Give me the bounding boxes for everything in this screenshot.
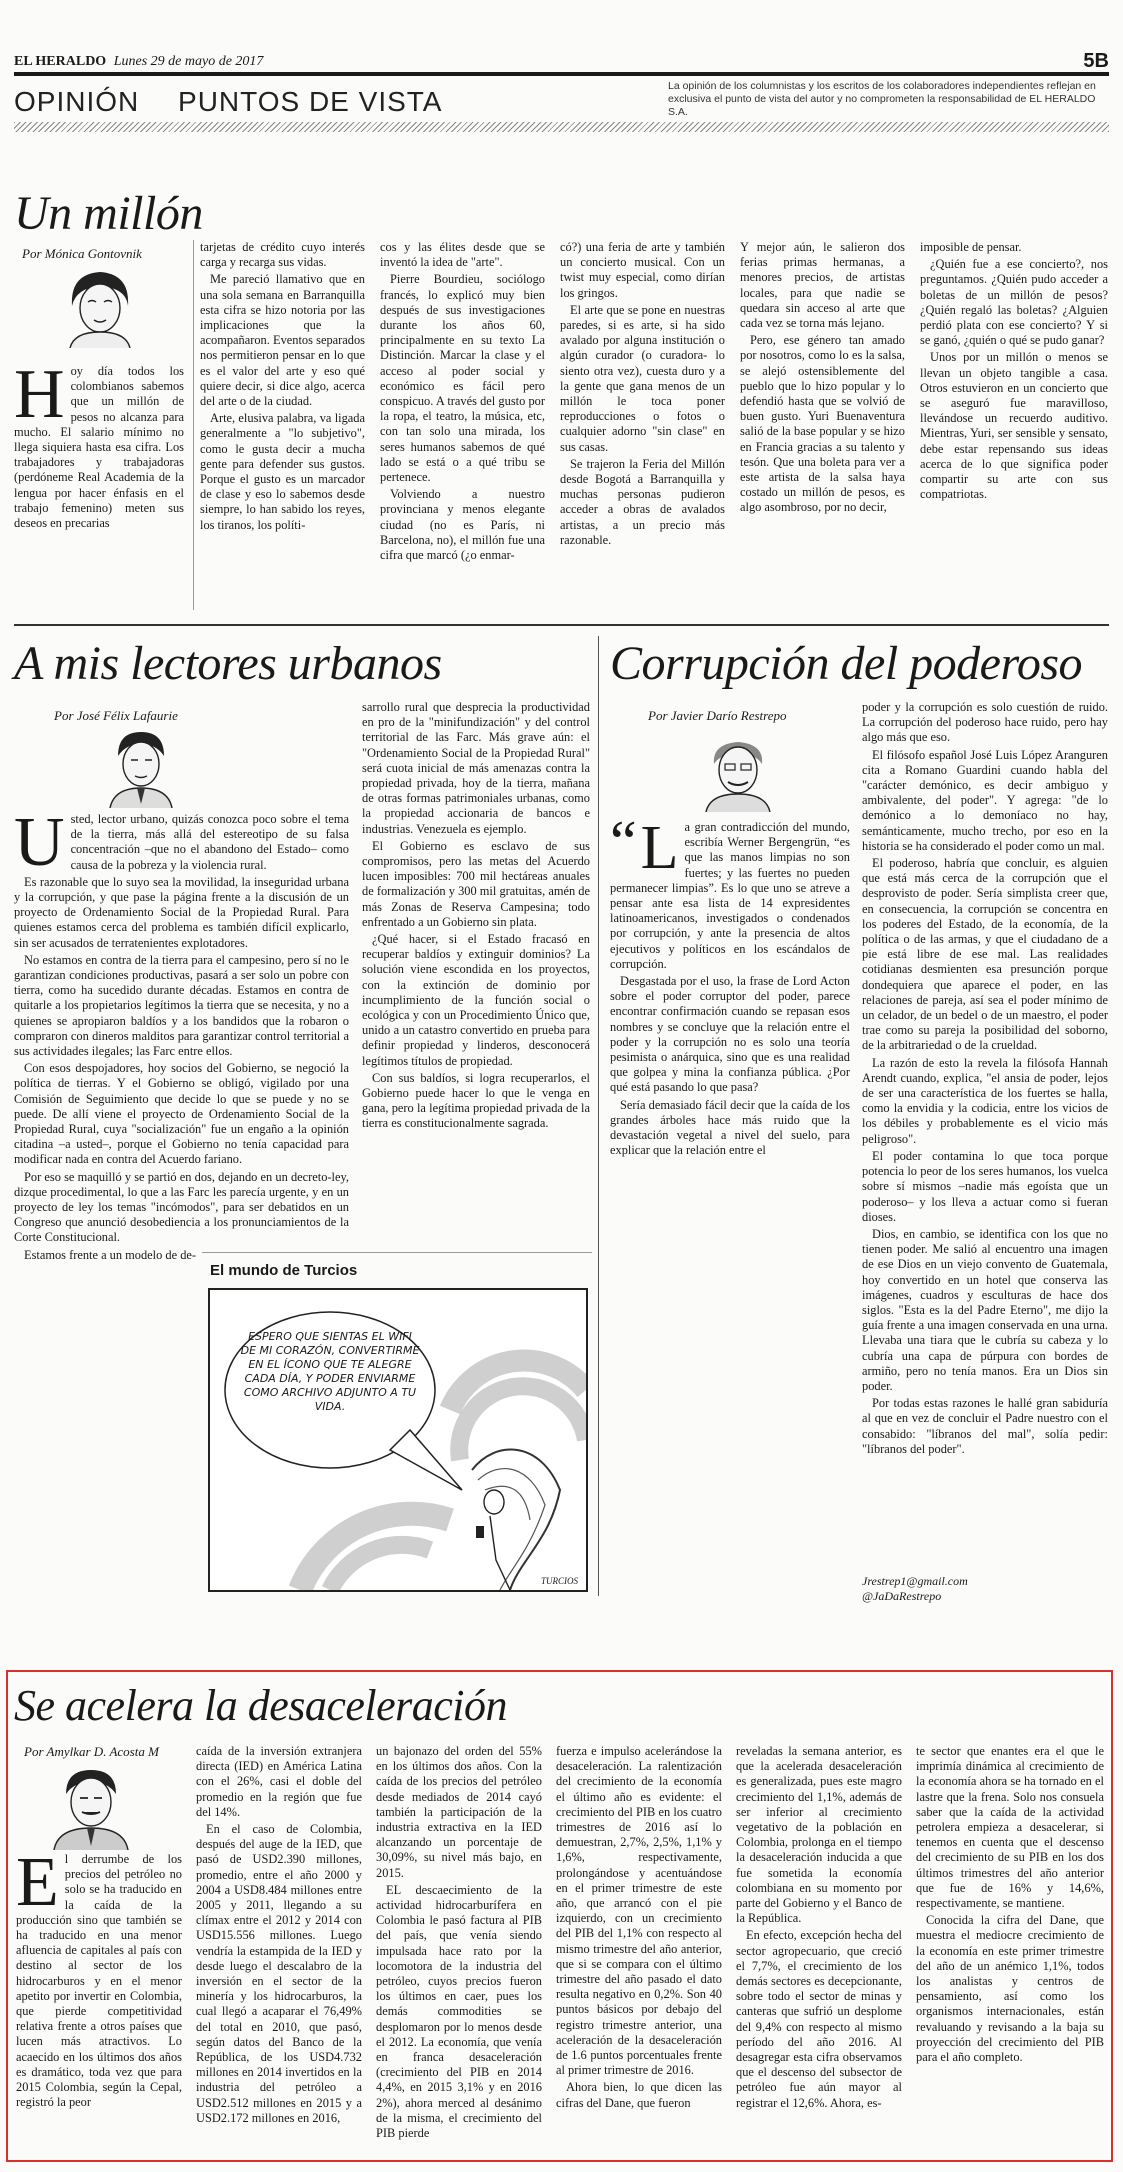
byline-desaceleracion: Por Amylkar D. Acosta M: [24, 1744, 159, 1759]
paragraph: oy día todos los colombianos sabemos que un millón de pesos no alcanza para mucho. El salario mínimo no llega siquiera hasta esa cifra. Los trabajadores y trabajadoras (perdóneme Real Academia de la lengua por hacer énfasis en el trabajo femenino) meten sus deseos en precarias: [14, 364, 184, 531]
twitter-handle: @JaDaRestrepo: [862, 1589, 942, 1603]
column-millon-6: [920, 240, 1108, 612]
paragraph: Arte, elusiva palabra, va ligada generalmente a "lo subjetivo", como le gusta decir a mucha gente para defender sus gustos. Porque el gusto es un marcador de clase y eso lo sabemos desde siempre, lo han sabido los reyes, los tiranos, los políti-: [200, 411, 365, 532]
paragraph: reveladas la semana anterior, es que la acelerada desaceleración es generalizada, pues este magro crecimiento del 1,1%, además de ser inferior al crecimiento vegetativo de la población en Colombia, prolonga en el tiempo la desaceleración inducida a que fue sometida la economía colombiana en su momento por parte del Gobierno y el Banco de la República.: [736, 1744, 902, 1926]
masthead: [14, 54, 263, 70]
paragraph: Desgastada por el uso, la frase de Lord Acton sobre el poder corruptor del poder, parece encontrar confirmación cuando se repasan esos nombres y se concluye que la relación entre el poder y la corrupción no es solo una teoría pesimista o anárquica, sino que es una realidad que golpea y mina la confianza pública. ¿Por qué está pasando lo que pasa?: [610, 974, 850, 1095]
paragraph: cos y las élites desde que se inventó la idea de "arte".: [380, 240, 545, 270]
column-corrupcion-1: [610, 820, 850, 1380]
comic-signature: TURCIOS: [540, 1576, 578, 1586]
section-hatch-divider: [14, 122, 1109, 132]
paragraph: Estamos frente a un modelo de de-: [24, 1247, 197, 1262]
paragraph: Pierre Bourdieu, sociólogo francés, lo explicó muy bien después de sus investigaciones durante los años 60, principalmente en su texto La Distinción. Marcar la clase y el acceso al poder social y económico es fácil pero conspicuo. A través del gusto por la ropa, el teatro, la música, etc, con tan solo una mirada, los seres humanos sabemos de qué lado se está o a qué tribu se pertenece.: [380, 272, 545, 485]
paragraph: Se trajeron la Feria del Millón desde Bogotá a Barranquilla y muchas personas pudieron acceder a obras de avalados artistas, a un precio más razonable.: [560, 456, 725, 547]
paragraph: Con sus baldíos, si logra recuperarlos, el Gobierno puede hacer lo que le venga en gana, pero la legítima propiedad privada de la tierra es constitucionalmente sagrada.: [362, 1070, 590, 1131]
article-title-millon: Un millón: [14, 187, 203, 240]
paragraph: ¿Qué hacer, si el Estado fracasó en recuperar baldíos y extinguir dominios? La solución viene escondida en los proyectos, con la extinción de dominio por incumplimiento de la función social o ecológica y con un Procedimiento Único que, unido a un catastro convertido en prueba para definir propiedad y linderos, desconocerá legítimos títulos de propiedad.: [362, 932, 590, 1068]
paragraph: Es razonable que lo suyo sea la movilidad, la inseguridad urbana y la corrupción, y que pase la página frente a la discusión de un proyecto de Ordenamiento Social de la Propiedad Rural. Para quienes estamos cerca del problema es también difícil explicarlo, sin ser acusados de terratenientes explotadores.: [14, 874, 349, 950]
column-millon-3: [380, 240, 545, 612]
section-name: OPINIÓN: [14, 86, 140, 117]
vertical-divider: [598, 636, 599, 1596]
column-desaceleracion-5: [736, 1744, 902, 2154]
disclaimer: La opinión de los columnistas y los escritos de los colaboradores independientes reflejan en exclusiva el punto de vista del autor y no comprometen la responsabilidad de EL HERALDO S.A.: [668, 80, 1096, 118]
author-portrait-gontovnik: [60, 266, 140, 348]
paragraph: El filósofo español José Luis López Aranguren cita a Romano Guardini cuando habla del "carácter demónico, es decir ambiguo y ambivalente, del poder". Y agrega: "de lo demónico a lo demoníaco no hay, semánticamente, mucho trecho, por eso en la historia se ha considerado el poder como un mal.: [862, 747, 1108, 853]
paragraph: EL descaecimiento de la actividad hidrocarburífera en Colombia le pasó factura al PIB del país, que venía siendo impulsada hace rato por la locomotora de la industria del petróleo, cuyos precios fueron los últimos en caer, pues los demás commodities se desplomaron por lo menos desde el 2012. La economía, que venía en franca desaceleración (crecimiento del PIB en 2014 4,4%, en 2015 3,1% y en 2016 2%), ahora merced al desánimo de la misma, el crecimiento del PIB pierde: [376, 1882, 542, 2141]
column-corrupcion-2: [862, 700, 1108, 1570]
paragraph: Me pareció llamativo que en una sola semana en Barranquilla esta cifra se hizo notoria por las implicaciones que la acompañaron. Eventos separados nos permitieron pensar en lo que es el valor del arte y eso qué quiere decir, si dice algo, acerca del arte o de la ciudad.: [200, 272, 365, 409]
author-portrait-restrepo: [698, 730, 778, 812]
paragraph: Unos por un millón o menos se llevan un objeto tangible a casa. Otros estuvieron en un concierto que se aseguró fue maravilloso, llevándose un recuerdo auditivo. Mientras, Yuri, ser sensible y sensato, debe estar repensando sus ideas acerca de lo que significa poder compartir su arte con sus compatriotas.: [920, 350, 1108, 502]
author-portrait-lafaurie: [104, 726, 178, 808]
paragraph: Conocida la cifra del Dane, que muestra el mediocre crecimiento de la economía en este primer trimestre del año de un anémico 1,1%, todos los analistas y centros de pensamiento, así como los organismos internacionales, están revaluando y revisando a la baja su proyección del crecimiento del PIB para el año completo.: [916, 1913, 1104, 2065]
paragraph: Por todas estas razones le hallé gran sabiduría al que en vez de concluir el Padre nuestro con el consabido: "líbranos del mal", solía pedir: "líbranos del poder".: [862, 1396, 1108, 1456]
paragraph: sted, lector urbano, quizás conozca poco sobre el tema de la tierra, más allá del estereotipo de su falsa concentración –que no el abandono del Estado– como causa de la pobreza y la violencia rural.: [70, 812, 349, 872]
paragraph: No estamos en contra de la tierra para el campesino, pero sí no le garantizan condiciones productivas, pasará a ser solo un pobre con tierra, como ha sucedido durante décadas. Estamos en contra de quitarle a los propietarios legítimos la tierra que se necesita, y no a quienes se apropiaron baldíos y a los bandidos que la robaron o compraron con dineros malditos para garantizar control territorial a sus actividades ilegales; las Farc entre ellos.: [14, 952, 349, 1059]
section-subname: PUNTOS DE VISTA: [178, 86, 443, 117]
paragraph: Dios, en cambio, se identifica con los que no tienen poder. Me salió al encuentro una imagen de ese Dios en un viejo convento de Guatemala, hoy convertido en un hotel que conserva las imágenes, cuadros y esculturas de hace dos siglos. "Esta es la del Padre Eterno", me dijo la guía frente a una imagen conservada en una urna. Llevaba una tiara que le cubría su cabeza y lo cubría una capa de púrpura con bordes de armiño, pero no tenía manos. Era un Dios sin poder.: [862, 1226, 1108, 1393]
byline-lectores: Por José Félix Lafaurie: [54, 708, 178, 723]
paragraph: a gran contradicción del mundo, escribía Werner Bergengrün, “es que las manos limpias no son fuertes; y las fuertes no pueden permanecer limpias”. Es lo que uno se atreve a pensar ante esa lista de 14 expresidentes latinoamericanos, investigados o condenados por corrupción, y ante la presencia de altos ejecutivos y políticos en los escándalos de corrupción.: [610, 820, 850, 971]
paper-name: EL HERALDO: [14, 54, 107, 69]
dropcap-millon: H: [14, 364, 65, 433]
paragraph: un bajonazo del orden del 55% en los últimos dos años. Con la caída de los precios del petróleo desde mediados de 2014 cayó también la participación de la industria extractiva en la IED alcanzando un porcentaje de 30,09%, su nivel más bajo, en 2015.: [376, 1744, 542, 1880]
paragraph: imposible de pensar.: [920, 240, 1022, 254]
paragraph: Pero, ese género tan amado por nosotros, como lo es la salsa, se alejó ostensiblemente del pueblo que lo hizo popular y lo defendió hasta que se volvió de buen gusto. Yuri Buenaventura salió de la base popular y se hizo en Francia gracias a su talento y tesón. Que una boleta para ver a este artista de la salsa haya costado un millón de pesos, es algo asombroso, por no decir,: [740, 333, 905, 515]
author-email: [862, 1574, 968, 1604]
paragraph: El poderoso, habría que concluir, es alguien que está más cerca de la corrupción que el desprovisto de poder. Sería simplista creer que, en consecuencia, la corrupción se concentra en los poderes del Estado, de la economía, de la política o de las armas, y que el ciudadano de a pie está libre de ese mal. Las realidades cotidianas desmienten esa presunción porque dondequiera que aparece el poder, en las relaciones de pareja, así sea el poder mínimo de un celador, de un bedel o de un maestro, el poder trae como su pareja la posibilidad del soborno, de la arbitrariedad o de la crueldad.: [862, 856, 1108, 1053]
paragraph: l derrumbe de los precios del petróleo no solo se ha traducido en la caída de la producción sino que también se ha traducido en una menor afluencia de capitales al país con destino al sector de los hidrocarburos y en el menor apetito por invertir en Colombia, que pierde competitividad relativa frente a otros países que lucen más atractivos. Lo acaecido en los últimos dos años es dramático, toda vez que para 2015 Colombia, según la Cepal, registró la peor: [16, 1852, 182, 2110]
paragraph: te sector que enantes era el que le imprimía dinámica al crecimiento de la economía ahora se ha tornado en el lastre que la frena. Solo nos consuela saber que la caída de la actividad petrolera empieza a desacelerar, si tenemos en cuenta que el descenso del crecimiento de su PIB en los dos últimos trimestres del año anterior que fue de 16% y 14,6%, respectivamente, se mantiene.: [916, 1744, 1104, 1911]
comic-title: El mundo de Turcios: [210, 1262, 358, 1279]
paragraph: ¿Quién fue a ese concierto?, nos preguntamos. ¿Quién pudo acceder a boletas de un millón de pesos? ¿Quién regaló las boletas? ¿Alguien perdió plata con ese concierto? Y si se ganó, ¿quién o qué se pudo ganar?: [920, 257, 1108, 348]
column-desaceleracion-2: [196, 1744, 362, 2154]
paragraph: có?) una feria de arte y también un concierto musical. Con un twist muy especial, como dirían los gringos.: [560, 240, 725, 300]
page-number: 5B: [1083, 50, 1109, 72]
byline-corrupcion: Por Javier Darío Restrepo: [648, 708, 787, 723]
column-desaceleracion-3: [376, 1744, 542, 2154]
article-title-corrupcion: Corrupción del poderoso: [610, 637, 1083, 690]
paragraph: Y mejor aún, le salieron dos ferias primas hermanas, a menores precios, de artistas locales, para que nadie se quedara sin acceso al arte que cada vez se torna más lejano.: [740, 240, 905, 331]
issue-date: Lunes 29 de mayo de 2017: [113, 54, 264, 69]
comic-speech-bubble: ESPERO QUE SIENTAS EL WIFI DE MI CORAZÓN, CONVERTIRME EN EL ÍCONO QUE TE ALEGRE CADA DÍA, Y PODER ENVIARME COMO ARCHIVO ADJUNTO A TU VIDA.: [240, 1330, 420, 1413]
top-rule: [14, 72, 1109, 76]
paragraph: El poder contamina lo que toca porque potencia lo peor de los seres humanos, los vuelca sobre sí mismos –nadie más egoísta que un poderoso– y los lleva a actuar como si fueran dioses.: [862, 1148, 1108, 1224]
article-title-lectores: A mis lectores urbanos: [14, 637, 442, 690]
paragraph: Por eso se maquilló y se partió en dos, dejando en un decreto-ley, dizque procedimental, lo que a las Farc les parecía urgente, y en un proyecto de ley los temas "incómodos", para ser debatidos en un Congreso que anunció desobediencia a los pronunciamientos de la Corte Constitucional.: [14, 1169, 349, 1245]
paragraph: La razón de esto la revela la filósofa Hannah Arendt cuando, explica, "el ansia de poder, lejos de ser una característica de los fuertes se halla, como la envidia y la codicia, entre los vicios de los débiles y probablemente es el vicio más peligroso".: [862, 1055, 1108, 1146]
quote-mark: “: [610, 820, 637, 875]
paragraph: sarrollo rural que desprecia la productividad en pro de la "minifundización" y del control territorial de las Farc. Más grave aún: el "Ordenamiento Social de la Propiedad Rural" será cuota inicial de más amenazas contra la propiedad privada, hoy de la tierra, mañana de otras formas patrimoniales urbanas, como la propiedad accionaria de bancos e industrias. Venezuela es ejemplo.: [362, 700, 590, 836]
paragraph: Volviendo a nuestro provinciana y menos elegante ciudad (no es París, ni Barcelona, no), el millón fue una cifra que marcó (¿o enmar-: [380, 487, 545, 563]
column-lectores-2: [362, 700, 590, 1210]
paragraph: poder y la corrupción es solo cuestión de ruido. La corrupción del poderoso hace ruido, pero hay algo más que eso.: [862, 700, 1108, 745]
dropcap-lectores: U: [14, 812, 65, 881]
paragraph: El arte que se pone en nuestras paredes, si es arte, si ha sido avalado por alguna institución o algún curador (o curadora- lo siento otra vez), cuesta duro y a la gente que gana menos de un millón le toca poner reproducciones o fotos o cualquier adorno "sin clase" en sus casas.: [560, 302, 725, 454]
paragraph: Sería demasiado fácil decir que la caída de los grandes árboles hace más ruido que la devastación vegetal a nivel del suelo, para explicar que la relación entre el: [610, 1097, 850, 1158]
column-desaceleracion-4: [556, 1744, 722, 2154]
section-heading: [14, 86, 442, 118]
column-millon-4: [560, 240, 725, 612]
author-portrait-acosta: [48, 1762, 134, 1850]
email-address: Jrestrep1@gmail.com: [862, 1574, 968, 1588]
byline-millon: Por Mónica Gontovnik: [22, 246, 142, 261]
paragraph: Con esos despojadores, hoy socios del Gobierno, se negoció la política de tierras. Y el Gobierno se obligó, vigilado por una Comisión de Seguimiento que decide lo que se puede y no se puede. De allí viene el proyecto de Ordenamiento Social de la Propiedad Rural, cuya "socialización" fue un engaño a la opinión citadina –a usted–, porque el Gobierno no tenía capacidad para modificar nada en contra del Acuerdo fariano.: [14, 1061, 349, 1167]
article-divider: [14, 624, 1109, 626]
paragraph: tarjetas de crédito cuyo interés carga y recarga sus vidas.: [200, 240, 365, 270]
comic-strip: [208, 1288, 588, 1592]
column-rule: [193, 240, 194, 610]
paragraph: caída de la inversión extranjera directa (IED) en América Latina con el 26%, casi el doble del promedio en la región que fue del 14%.: [196, 1744, 362, 1819]
paragraph: En el caso de Colombia, después del auge de la IED, que pasó de USD2.390 millones, promedio, entre el año 2000 y 2004 a USD8.484 millones entre 2005 y 2011, llegando a su clímax entre el 2012 y 2014 con USD15.556 millones. Luego vendría la estampida de la IED y desde luego el descalabro de la inversión en el sector de la minería y los hidrocarburos, la cual llegó a acaparar el 76,49% del total en 2010, que pasó, según datos del Banco de la República, de los USD4.732 millones en 2014 invertidos en la industria del petróleo a USD2.512 millones en 2015 y a USD2.172 millones en 2016,: [196, 1822, 362, 2125]
column-millon-1: [14, 364, 184, 609]
column-millon-5: [740, 240, 905, 612]
dropcap-desaceleracion: E: [16, 1852, 59, 1921]
dropcap-corrupcion: L: [640, 820, 679, 882]
column-desaceleracion-1: [16, 1852, 182, 2152]
paragraph: El Gobierno es esclavo de sus compromisos, pero las metas del Acuerdo lucen imposibles: 700 mil hectáreas anuales de formalización y 300 mil gratuitas, amén de más Zonas de Reserva Campesina; todo enfrentado a un Gobierno sin plata.: [362, 838, 590, 929]
article-title-desaceleracion: Se acelera la desaceleración: [14, 1681, 508, 1730]
column-millon-2: [200, 240, 365, 612]
paragraph: En efecto, excepción hecha del sector agropecuario, que creció el 7,7%, el crecimiento de los demás sectores es decepcionante, sobre todo el sector de minas y canteras que sufrió un desplome del 9,4% con respecto al mismo período del año 2016. Al desagregar esta cifra observamos que el descenso del subsector de petróleo fue aún mayor al registrar el 12,6%. Ahora, es-: [736, 1928, 902, 2110]
paragraph: fuerza e impulso acelerándose la desaceleración. La ralentización del crecimiento de la economía el último año es evidente: el crecimiento del PIB en los cuatro trimestres de 2016 así lo demuestran, 2,7%, 2,5%, 1,1% y 1,6%, respectivamente, prolongándose y acentuándose en el primer trimestre de este año, que arrancó con el pie izquierdo, con un crecimiento del PIB del 1,1% con respecto al mismo trimestre del año anterior, que si se compara con el último trimestre del año pasado el dato resulta negativo en 0,2%. Son 40 puntos básicos por debajo del registro trimestre anterior, una aceleración de la desaceleración de 1.6 puntos porcentuales frente al primer trimestre de 2016.: [556, 1744, 722, 2078]
column-desaceleracion-6: [916, 1744, 1104, 2154]
comic-top-rule: [202, 1252, 592, 1253]
paragraph: Ahora bien, lo que dicen las cifras del Dane, que fueron: [556, 2080, 722, 2110]
